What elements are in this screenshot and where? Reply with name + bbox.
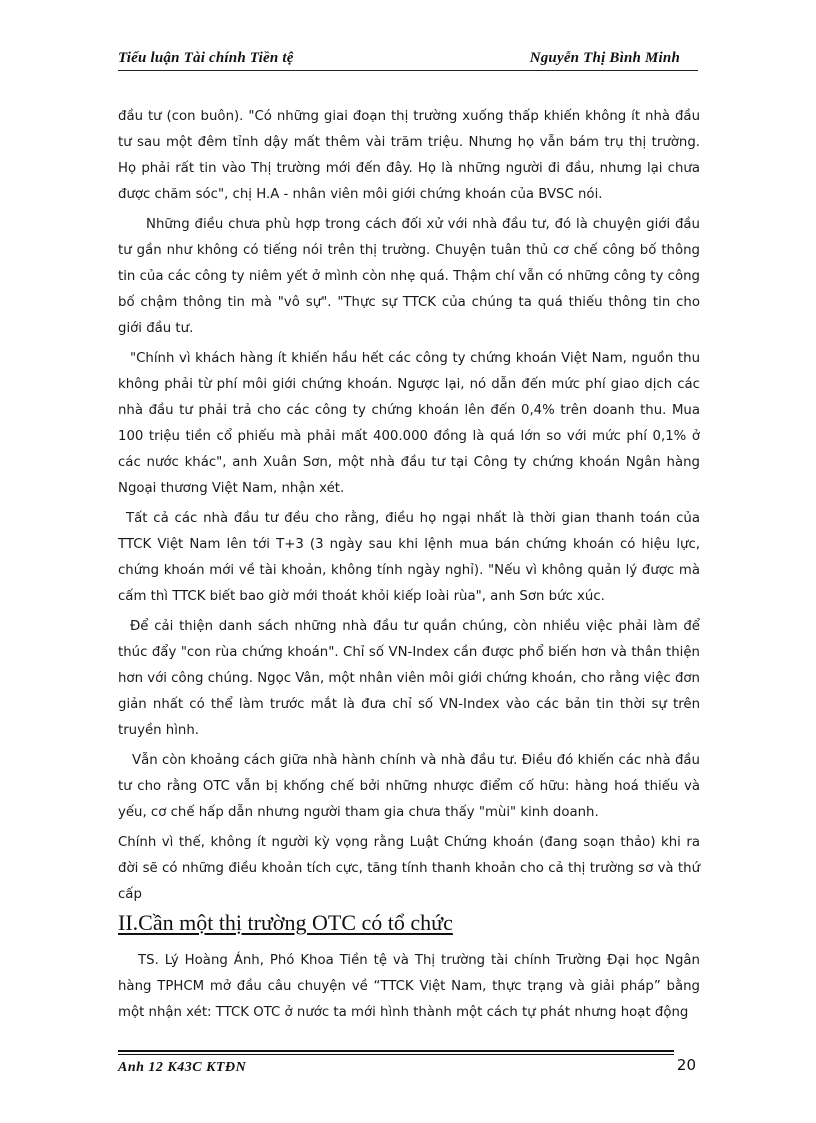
paragraph: "Chính vì khách hàng ít khiến hầu hết các công ty chứng khoán Việt Nam, nguồn thu không phải từ phí môi giới chứng khoán. Ngược lại, nó dẫn đến mức phí giao dịch các nhà đầu tư phải trả cho các công ty chứng khoán lên đến 0,4% trên doanh thu. Mua 100 triệu tiền cổ phiếu mà phải mất 400.000 đồng là quá lớn so với mức phí 0,1% ở các nước khác", anh Xuân Sơn, một nhà đầu tư tại Công ty chứng khoán Ngân hàng Ngoại thương Việt Nam, nhận xét. — [118, 351, 700, 496]
header-course-title: Tiểu luận Tài chính Tiền tệ — [118, 50, 294, 66]
footer-class-label: Anh 12 K43C KTĐN — [118, 1060, 247, 1075]
header-rule — [118, 70, 698, 71]
section-heading: II.Cần một thị trường OTC có tổ chức — [118, 910, 453, 935]
page-number: 20 — [676, 1056, 696, 1074]
paragraph: Những điều chưa phù hợp trong cách đối xử với nhà đầu tư, đó là chuyện giới đầu tư gần như không có tiếng nói trên thị trường. Chuyện tuân thủ cơ chế công bố thông tin của các công ty niêm yết ở mình còn nhẹ quá. Thậm chí vẫn có những công ty công bố chậm thông tin mà "vô sự". "Thực sự TTCK của chúng ta quá thiếu thông tin cho giới đầu tư. — [118, 217, 700, 336]
body-text — [118, 104, 700, 912]
paragraph: Tất cả các nhà đầu tư đều cho rằng, điều họ ngại nhất là thời gian thanh toán của TTCK Việt Nam lên tới T+3 (3 ngày sau khi lệnh mua bán chứng khoán có hiệu lực, chứng khoán mới về tài khoản, không tính ngày nghỉ). "Nếu vì không quản lý được mà cấm thì TTCK biết bao giờ mới thoát khỏi kiếp loài rùa", anh Sơn bức xúc. — [118, 511, 700, 604]
footer-rule — [118, 1050, 674, 1052]
page-header — [118, 48, 698, 72]
header-author-name: Nguyễn Thị Bình Minh — [529, 50, 680, 66]
paragraph: Để cải thiện danh sách những nhà đầu tư quần chúng, còn nhiều việc phải làm để thúc đẩy "con rùa chứng khoán". Chỉ số VN-Index cần được phổ biến hơn và thân thiện hơn với công chúng. Ngọc Vân, một nhân viên môi giới chứng khoán, cho rằng việc đơn giản nhất có thể làm trước mắt là đưa chỉ số VN-Index vào các bản tin thời sự trên truyền hình. — [118, 619, 700, 738]
page-footer — [118, 1050, 698, 1080]
paragraph: TS. Lý Hoàng Ánh, Phó Khoa Tiền tệ và Thị trường tài chính Trường Đại học Ngân hàng TPHCM mở đầu câu chuyện về “TTCK Việt Nam, thực trạng và giải pháp” bằng một nhận xét: TTCK OTC ở nước ta mới hình thành một cách tự phát nhưng hoạt động — [118, 953, 700, 1020]
paragraph: Chính vì thế, không ít người kỳ vọng rằng Luật Chứng khoán (đang soạn thảo) khi ra đời sẽ có những điều khoản tích cực, tăng tính thanh khoản cho cả thị trường sơ và thứ cấp — [118, 835, 700, 902]
footer-rule-thin — [118, 1054, 674, 1055]
section-body — [118, 948, 700, 1026]
paragraph: Vẫn còn khoảng cách giữa nhà hành chính và nhà đầu tư. Điều đó khiến các nhà đầu tư cho rằng OTC vẫn bị khống chế bởi những nhược điểm cố hữu: hàng hoá thiếu và yếu, cơ chế hấp dẫn nhưng người tham gia chưa thấy "mùi" kinh doanh. — [118, 753, 700, 820]
paragraph: đầu tư (con buôn). "Có những giai đoạn thị trường xuống thấp khiến không ít nhà đầu tư sau một đêm tỉnh dậy mất thêm vài trăm triệu. Nhưng họ vẫn bám trụ thị trường. Họ phải rất tin vào Thị trường mới đến đây. Họ là những người đi đầu, nhưng lại chưa được chăm sóc", chị H.A - nhân viên môi giới chứng khoán của BVSC nói. — [118, 109, 700, 202]
